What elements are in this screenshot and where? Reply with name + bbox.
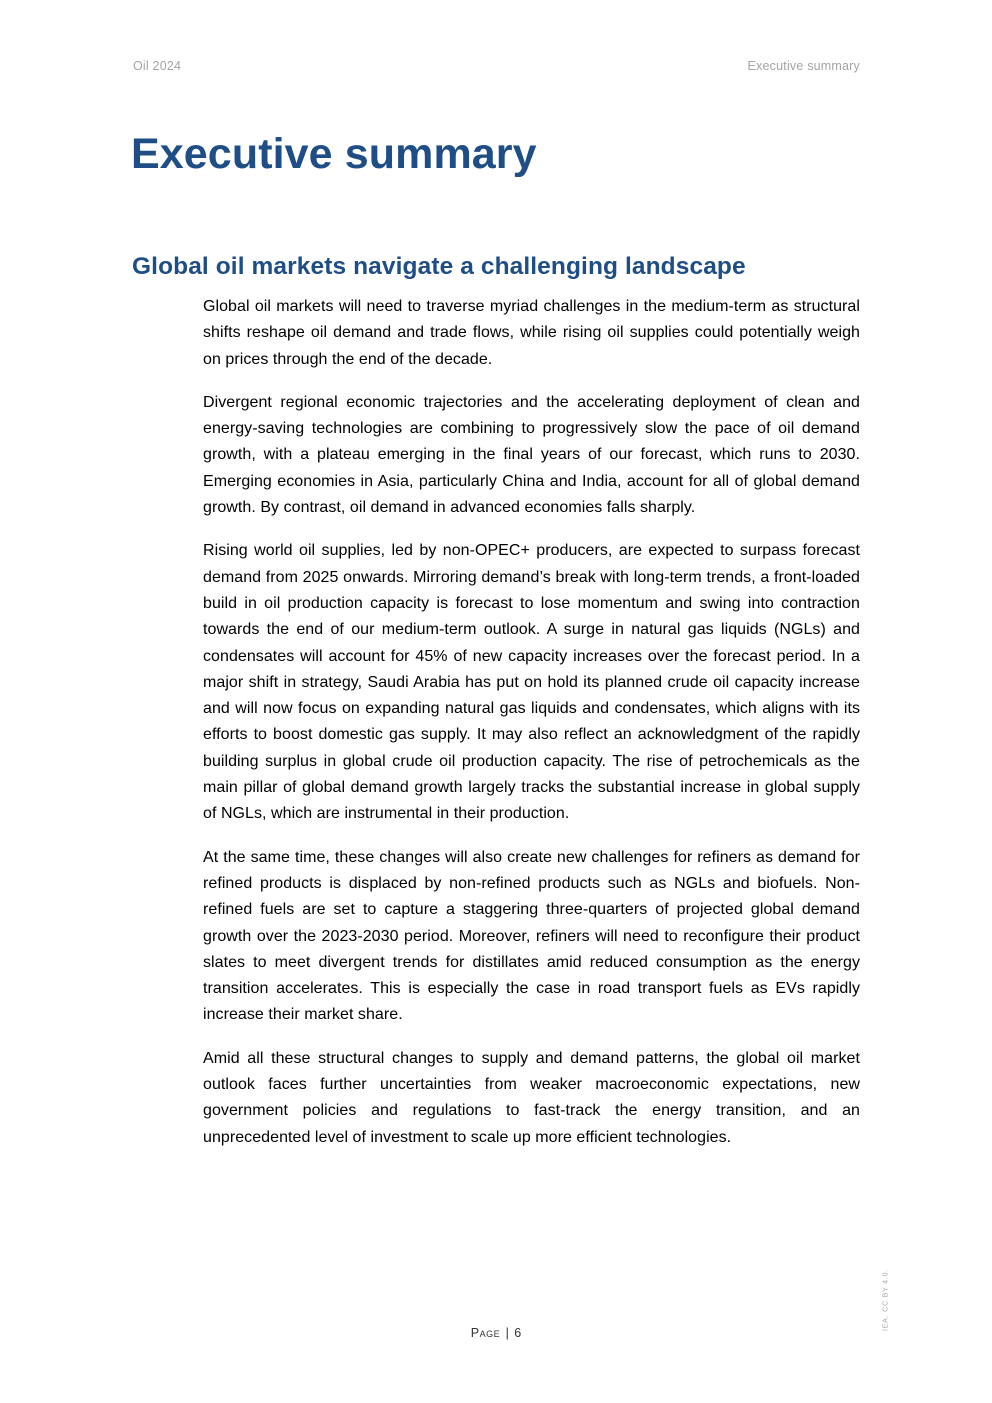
license-note: IEA. CC BY 4.0. — [882, 1268, 890, 1332]
page-title: Executive summary — [131, 130, 537, 178]
paragraph: Global oil markets will need to traverse myriad challenges in the medium-term as structural shifts reshape oil demand and trade flows, while rising oil supplies could potentially weigh on prices through the end of the decade. — [203, 298, 860, 368]
running-header-left: Oil 2024 — [133, 59, 182, 73]
paragraph: Amid all these structural changes to supply and demand patterns, the global oil market outlook faces further uncertainties from weaker macroeconomic expectations, new government policies and regulations to fast-track the energy transition, and an unprecedented level of investment to scale up more efficient technologies. — [203, 1049, 860, 1146]
page-number: 6 — [514, 1326, 522, 1340]
paragraph: Divergent regional economic trajectories and the accelerating deployment of clean and energy-saving technologies are combining to progressively slow the pace of oil demand growth, with a plateau emerging in the final years of our forecast, which runs to 2030. Emerging economies in Asia, particularly China and India, account for all of global demand growth. By contrast, oil demand in advanced economies falls sharply. — [203, 393, 860, 517]
page-footer — [0, 1326, 992, 1340]
page-separator: | — [505, 1326, 509, 1340]
section-heading: Global oil markets navigate a challenging landscape — [132, 253, 746, 280]
page-label: Page — [470, 1326, 501, 1340]
paragraph: Rising world oil supplies, led by non-OPEC+ producers, are expected to surpass forecast demand from 2025 onwards. Mirroring demand’s break with long-term trends, a front-loaded build in oil production capacity is forecast to lose momentum and swing into contraction towards the end of our medium-term outlook. A surge in natural gas liquids (NGLs) and condensates will account for 45% of new capacity increases over the forecast period. In a major shift in strategy, Saudi Arabia has put on hold its planned crude oil capacity increase and will now focus on expanding natural gas liquids and condensates, which aligns with its efforts to boost domestic gas supply. It may also reflect an acknowledgment of the rapidly building surplus in global crude oil production capacity. The rise of petrochemicals as the main pillar of global demand growth largely tracks the substantial increase in global supply of NGLs, which are instrumental in their production. — [203, 542, 860, 823]
paragraph: At the same time, these changes will also create new challenges for refiners as demand for refined products is displaced by non-refined products such as NGLs and biofuels. Non-refined fuels are set to capture a staggering three-quarters of projected global demand growth over the 2023-2030 period. Moreover, refiners will need to reconfigure their product slates to meet divergent trends for distillates amid reduced consumption as the energy transition accelerates. This is especially the case in road transport fuels as EVs rapidly increase their market share. — [203, 848, 860, 1024]
running-header-right: Executive summary — [747, 59, 860, 73]
body-text — [203, 294, 860, 1168]
